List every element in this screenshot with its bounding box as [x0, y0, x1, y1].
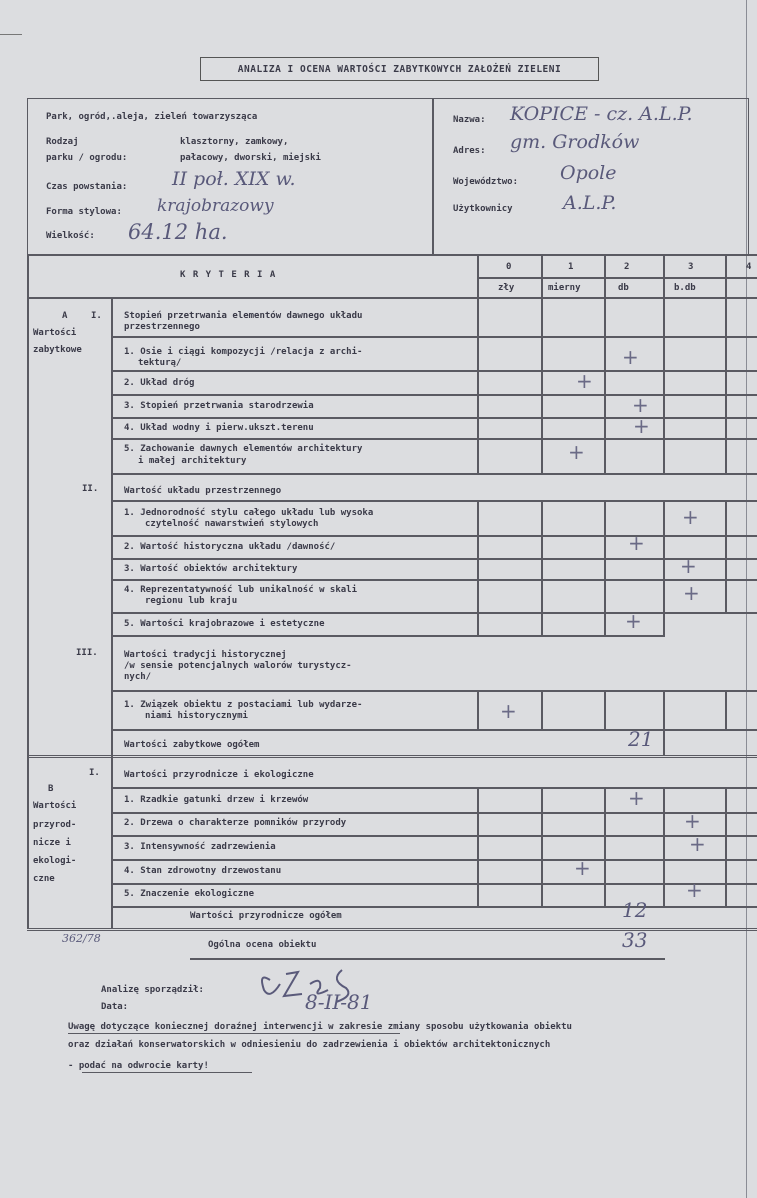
- a-II-item2-mark: +: [628, 531, 645, 555]
- date-label: Data:: [101, 1002, 129, 1012]
- section-b-roman: I.: [89, 768, 100, 778]
- a-II-col3: [663, 500, 665, 635]
- criteria-header: K R Y T E R I A: [180, 270, 277, 280]
- a-III-title1: Wartości tradycji historycznej: [124, 650, 287, 660]
- score-1-label: mierny: [548, 283, 581, 293]
- a-II-item3: 3. Wartość obiektów architektury: [124, 564, 298, 574]
- overall-label: Ogólna ocena obiektu: [208, 940, 317, 950]
- score-4-num: 4: [746, 262, 752, 272]
- a-III-item1-mark: +: [500, 699, 517, 723]
- b-row1-bottom: [111, 812, 757, 814]
- col-4-left: [725, 254, 727, 336]
- a-I-item4-mark: +: [633, 414, 650, 438]
- bottom-divider: [27, 928, 757, 931]
- score-2-num: 2: [624, 262, 630, 272]
- footer-note2: oraz działań konserwatorskich w odniesieniu do zadrzewienia i obiektów architektonicznych: [68, 1040, 551, 1050]
- footer-note3: - podać na odwrocie karty!: [68, 1061, 209, 1071]
- a-II-item4: 4. Reprezentatywność lub unikalność w skali: [124, 585, 357, 595]
- a-III-col1: [541, 690, 543, 730]
- a-I-item2: 2. Układ dróg: [124, 378, 195, 388]
- b-item5-mark: +: [686, 878, 703, 902]
- a-II-row1-bottom: [111, 535, 757, 537]
- a-I-item5-cont: i małej architektury: [138, 456, 247, 466]
- forma-value: krajobrazowy: [157, 196, 274, 216]
- a-I-col1: [541, 336, 543, 474]
- b-item2-mark: +: [684, 809, 701, 833]
- b-total-label: Wartości przyrodnicze ogółem: [190, 911, 342, 921]
- col-1-left: [541, 254, 543, 336]
- b-col1: [541, 787, 543, 907]
- a-II-item1-cont: czytelność nawarstwień stylowych: [145, 519, 319, 529]
- b-grid-top: [111, 787, 757, 789]
- b-item3: 3. Intensywność zadrzewienia: [124, 842, 276, 852]
- section-b-title: Wartości przyrodnicze i ekologiczne: [124, 770, 314, 780]
- a-I-row1-bottom: [111, 370, 757, 372]
- overall-underline: [190, 958, 665, 960]
- footer-note1: Uwagę dotyczące koniecznej doraźnej interwencji w zakresie zmiany sposobu użytkowania obiektu: [68, 1022, 572, 1032]
- b-row2-bottom: [111, 835, 757, 837]
- b-item3-mark: +: [689, 832, 706, 856]
- czas-label: Czas powstania:: [46, 182, 128, 192]
- a-I-col4: [725, 336, 727, 474]
- a-II-row5-bottom: [111, 635, 665, 637]
- b-row5-bottom: [111, 906, 757, 908]
- a-III-item1: 1. Związek obiektu z postaciami lub wydarze-: [124, 700, 363, 710]
- a-III-col4: [725, 690, 727, 730]
- date-value: 8-II-81: [305, 990, 373, 1014]
- nazwa-label: Nazwa:: [453, 115, 486, 125]
- a-II-item2: 2. Wartość historyczna układu /dawność/: [124, 542, 336, 552]
- a-II-col1: [541, 500, 543, 635]
- header-line1: Park, ogród,.aleja, zieleń towarzysząca: [46, 112, 258, 122]
- section-a-II-roman: II.: [82, 484, 99, 494]
- header-divider: [432, 98, 434, 254]
- a-III-title2: /w sensie potencjalnych walorów turystycz-: [124, 661, 352, 671]
- a-I-row2-bottom: [111, 394, 757, 396]
- forma-label: Forma stylowa:: [46, 207, 122, 217]
- b-col2: [604, 787, 606, 907]
- score-num-divider: [477, 277, 757, 279]
- a-I-item1-cont: tekturą/: [138, 358, 182, 368]
- b-item2: 2. Drzewa o charakterze pomników przyrody: [124, 818, 347, 828]
- adres-label: Adres:: [453, 146, 486, 156]
- page-edge-mark: [0, 34, 22, 35]
- czas-value: II poł. XIX w.: [172, 168, 296, 190]
- section-a-III-roman: III.: [76, 648, 98, 658]
- rodzaj-options2: pałacowy, dworski, miejski: [180, 153, 321, 163]
- col-0-left: [477, 254, 479, 336]
- score-1-num: 1: [568, 262, 574, 272]
- uzytkownicy-value: A.L.P.: [563, 192, 617, 214]
- table-left: [27, 254, 29, 928]
- b-col0: [477, 787, 479, 907]
- a-II-item4-mark: +: [683, 581, 700, 605]
- section-a-I-title2: przestrzennego: [124, 322, 200, 332]
- footer-note3-underline: [82, 1072, 252, 1073]
- rodzaj-label2: parku / ogrodu:: [46, 153, 128, 163]
- a-II-item5-mark: +: [625, 609, 642, 633]
- wojewodztwo-value: Opole: [560, 162, 617, 184]
- b-item4: 4. Stan zdrowotny drzewostanu: [124, 866, 282, 876]
- a-total-label: Wartości zabytkowe ogółem: [124, 740, 260, 750]
- b-row3-bottom: [111, 859, 757, 861]
- section-b-label4: ekologi-: [33, 856, 77, 866]
- a-II-grid-top: [111, 500, 757, 502]
- a-III-col2: [604, 690, 606, 730]
- b-item1: 1. Rzadkie gatunki drzew i krzewów: [124, 795, 309, 805]
- section-a-text2: zabytkowe: [33, 345, 82, 355]
- a-II-row4-bottom: [111, 612, 757, 614]
- a-I-item2-mark: +: [576, 369, 593, 393]
- nazwa-value: KOPICE - cz. A.L.P.: [510, 103, 693, 125]
- archive-number: 362/78: [62, 932, 101, 945]
- a-II-col4: [725, 500, 727, 613]
- section-b-letter: B: [48, 784, 54, 794]
- form-title: ANALIZA I OCENA WARTOŚCI ZABYTKOWYCH ZAŁOŻEŃ ZIELENI: [200, 57, 599, 81]
- section-b-label5: czne: [33, 874, 55, 884]
- section-a-letter: A: [62, 311, 68, 321]
- a-II-row3-bottom: [111, 579, 757, 581]
- a-II-row2-bottom: [111, 558, 757, 560]
- a-I-item5: 5. Zachowanie dawnych elementów architektury: [124, 444, 363, 454]
- a-I-item3: 3. Stopień przetrwania starodrzewia: [124, 401, 314, 411]
- score-2-label: db: [618, 283, 629, 293]
- a-II-item5: 5. Wartości krajobrazowe i estetyczne: [124, 619, 325, 629]
- b-row4-bottom: [111, 883, 757, 885]
- col-3-left: [663, 254, 665, 336]
- a-I-grid-top: [111, 336, 757, 338]
- b-item5: 5. Znaczenie ekologiczne: [124, 889, 255, 899]
- a-II-col0: [477, 500, 479, 635]
- section-b-label2: przyrod-: [33, 820, 77, 830]
- a-I-col2: [604, 336, 606, 474]
- score-0-label: zły: [498, 283, 515, 293]
- a-total-col3: [663, 690, 665, 755]
- a-I-row3-bottom: [111, 417, 757, 419]
- a-III-title3: nych/: [124, 672, 152, 682]
- rodzaj-label1: Rodzaj: [46, 137, 79, 147]
- b-item4-mark: +: [574, 856, 591, 880]
- criteria-header-top: [27, 254, 757, 256]
- a-I-row4-bottom: [111, 438, 757, 440]
- section-a-I-title1: Stopień przetrwania elementów dawnego układu: [124, 311, 363, 321]
- b-col4: [725, 787, 727, 907]
- a-II-item1-mark: +: [682, 505, 699, 529]
- a-III-item1-cont: niami historycznymi: [145, 711, 248, 721]
- a-I-col0: [477, 336, 479, 474]
- section-a-roman: I.: [91, 311, 102, 321]
- a-III-grid-top: [111, 690, 757, 692]
- section-divider: [27, 755, 757, 758]
- section-a-text1: Wartości: [33, 328, 77, 338]
- uzytkownicy-label: Użytkownicy: [453, 204, 513, 214]
- analysis-label: Analizę sporządził:: [101, 985, 204, 995]
- a-I-row5-bottom: [111, 473, 757, 475]
- rodzaj-options1: klasztorny, zamkowy,: [180, 137, 289, 147]
- a-II-item3-mark: +: [680, 554, 697, 578]
- a-II-item1: 1. Jednorodność stylu całego układu lub wysoka: [124, 508, 374, 518]
- section-b-label1: Wartości: [33, 801, 77, 811]
- b-item1-mark: +: [628, 786, 645, 810]
- a-I-item3-mark: +: [632, 393, 649, 417]
- a-I-item1: 1. Osie i ciągi kompozycji /relacja z archi-: [124, 347, 363, 357]
- a-I-item1-mark: +: [622, 345, 639, 369]
- criteria-header-bottom: [27, 297, 757, 299]
- wielkosc-label: Wielkość:: [46, 231, 95, 241]
- a-I-item4: 4. Układ wodny i pierw.ukszt.terenu: [124, 423, 314, 433]
- a-II-item4-cont: regionu lub kraju: [145, 596, 238, 606]
- a-I-item5-mark: +: [568, 440, 585, 464]
- b-total-value: 12: [622, 898, 648, 922]
- overall-value: 33: [622, 928, 648, 952]
- section-a-II-title: Wartość układu przestrzennego: [124, 486, 282, 496]
- score-3-label: b.db: [674, 283, 696, 293]
- score-3-num: 3: [688, 262, 694, 272]
- a-II-col2: [604, 500, 606, 635]
- section-b-label3: nicze i: [33, 838, 71, 848]
- wojewodztwo-label: Województwo:: [453, 177, 519, 187]
- a-III-col0: [477, 690, 479, 730]
- adres-value: gm. Grodków: [510, 131, 640, 153]
- a-total-value: 21: [628, 727, 654, 751]
- wielkosc-value: 64.12 ha.: [128, 220, 228, 244]
- col-2-left: [604, 254, 606, 336]
- b-col3: [663, 787, 665, 907]
- a-I-col3: [663, 336, 665, 474]
- score-0-num: 0: [506, 262, 512, 272]
- footer-note1-underline: [68, 1033, 400, 1034]
- a-III-row1-bottom: [111, 729, 757, 731]
